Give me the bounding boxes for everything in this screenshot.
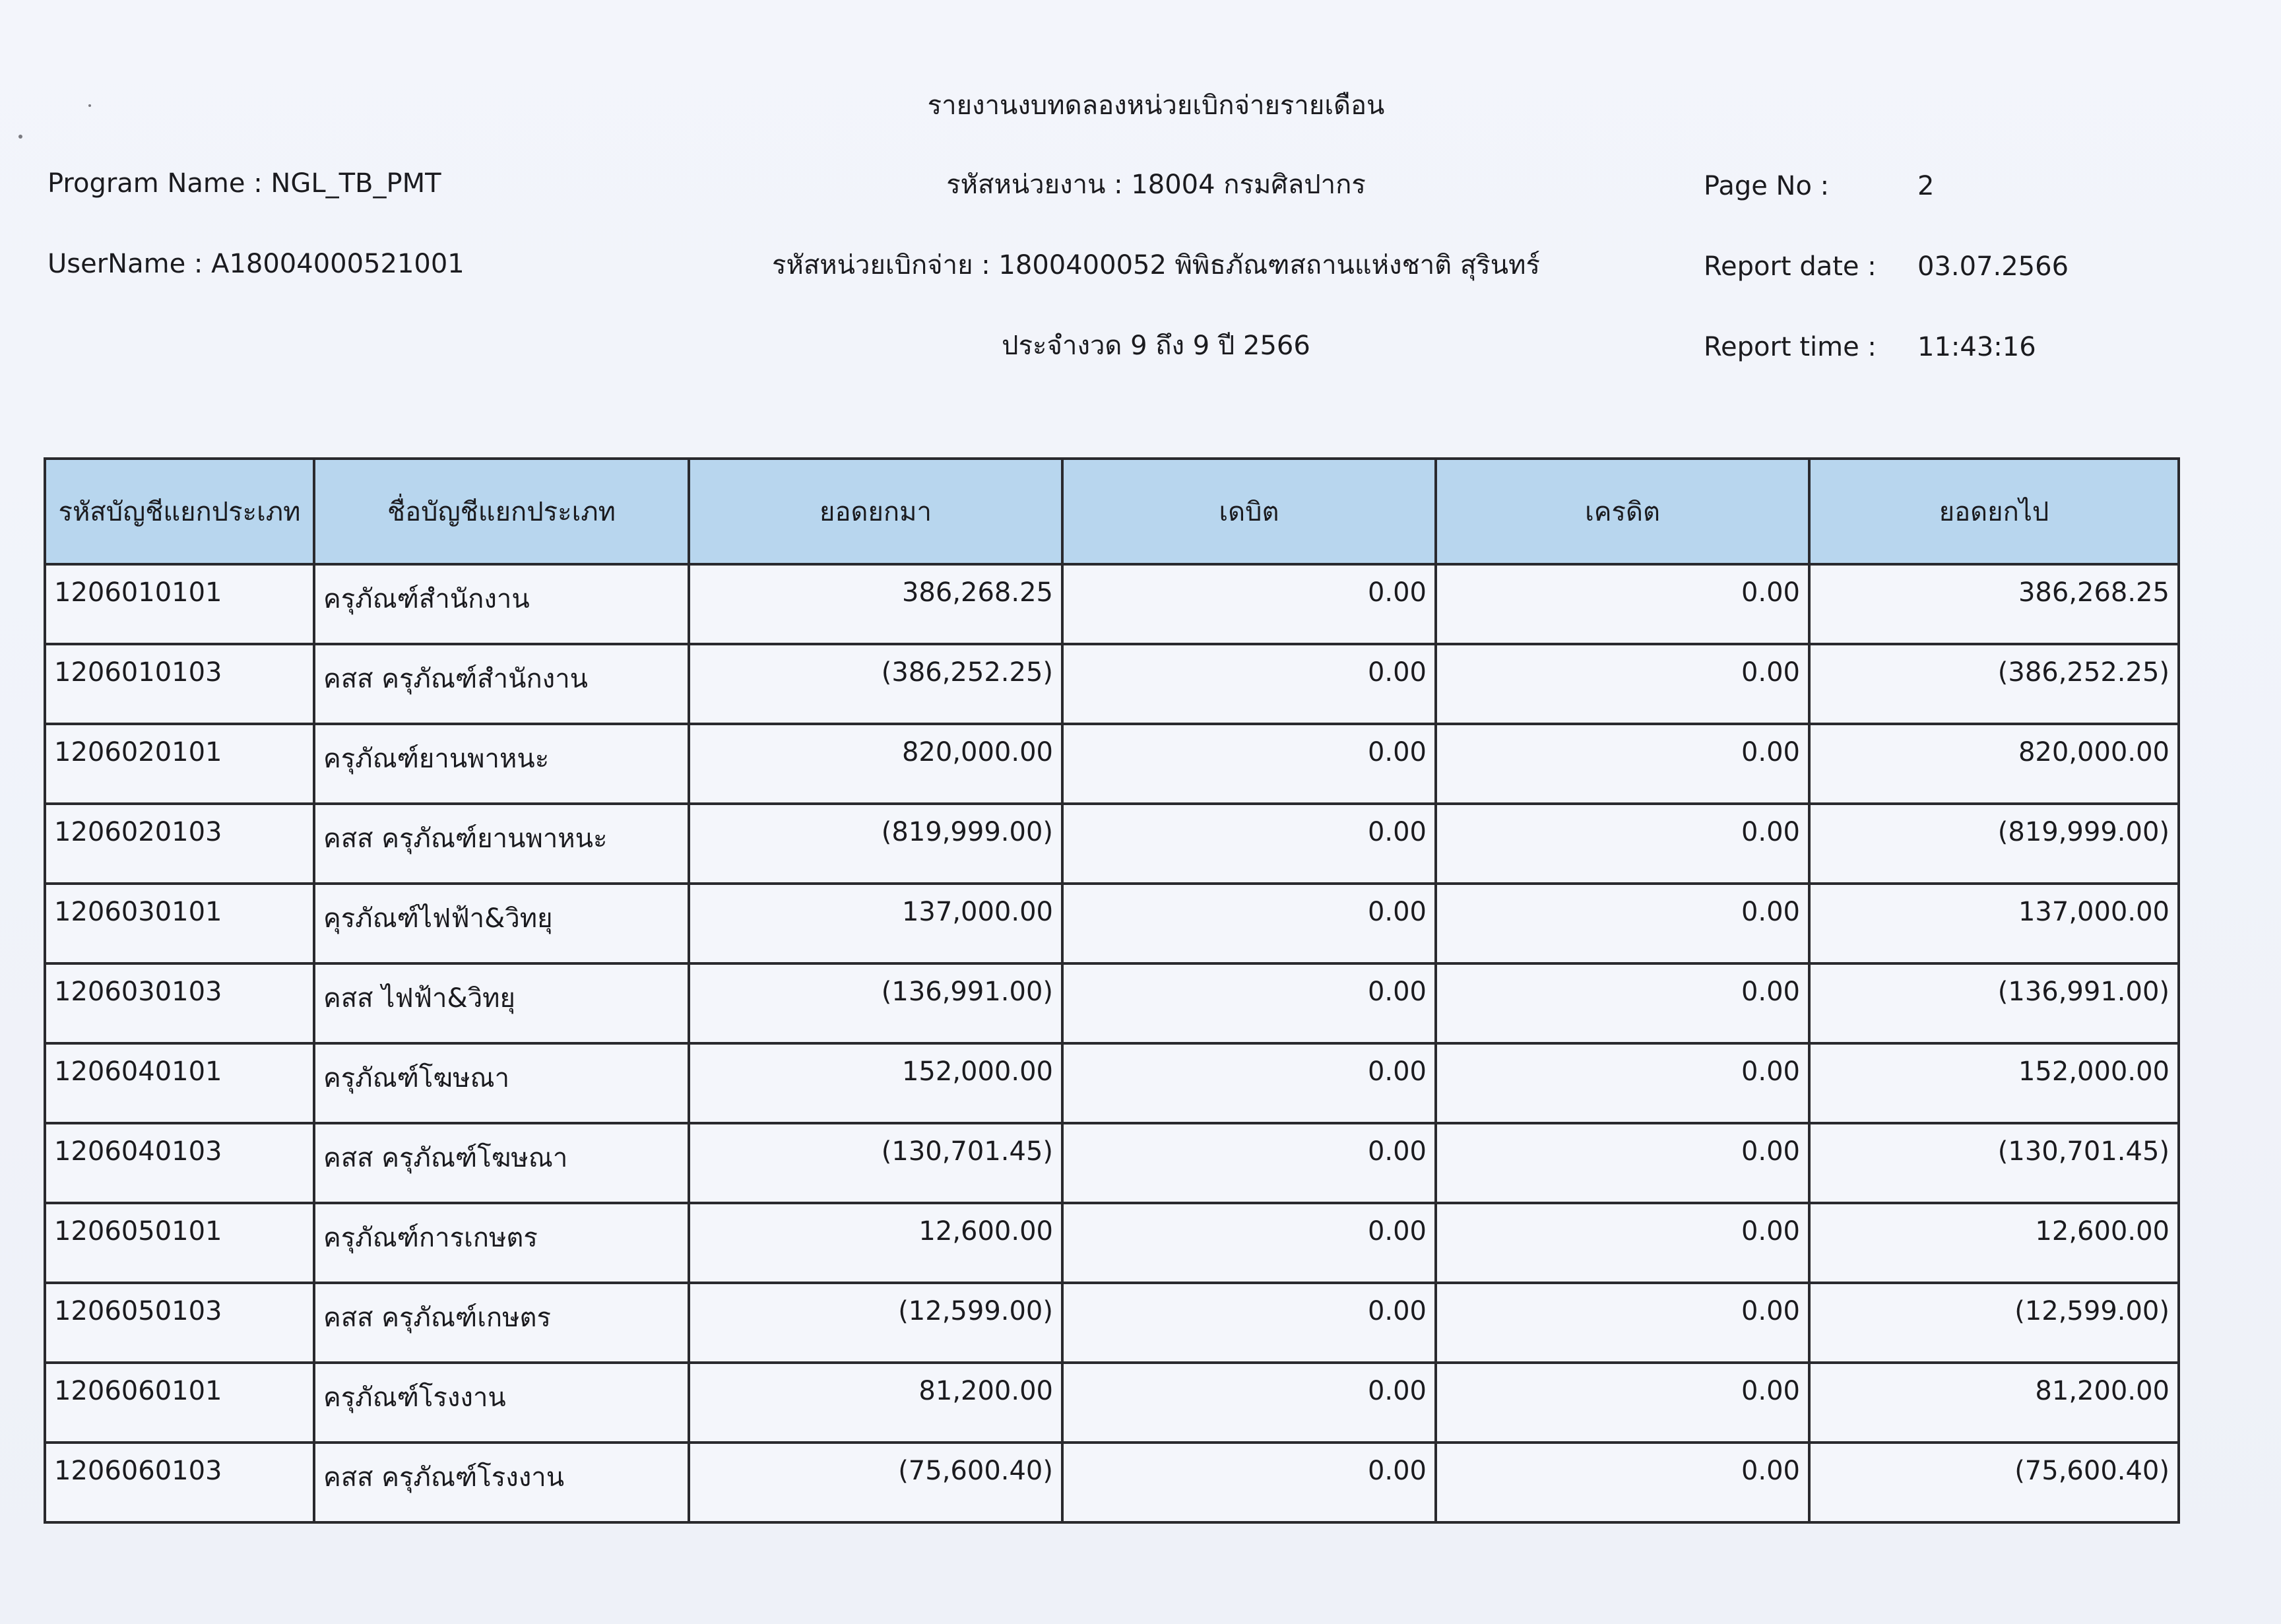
brought-forward-cell: (12,599.00): [689, 1283, 1062, 1363]
account-code-cell: 1206020101: [45, 724, 314, 804]
account-name-cell: คสส ครุภัณฑ์โรงงาน: [314, 1443, 689, 1522]
table-row: [45, 1363, 2179, 1443]
debit-cell: 0.00: [1062, 1123, 1436, 1203]
table-row: [45, 1123, 2179, 1203]
credit-cell: 0.00: [1436, 724, 1809, 804]
brought-forward-cell: (75,600.40): [689, 1443, 1062, 1522]
table-row: [45, 564, 2179, 644]
carried-forward-cell: (819,999.00): [1809, 804, 2179, 884]
col-header-account-name: ชื่อบัญชีแยกประเภท: [314, 459, 689, 564]
account-name-cell: คสส ครุภัณฑ์เกษตร: [314, 1283, 689, 1363]
table-row: [45, 724, 2179, 804]
account-code-cell: 1206050103: [45, 1283, 314, 1363]
report-time-value: 11:43:16: [1917, 332, 2036, 362]
debit-cell: 0.00: [1062, 884, 1436, 963]
program-name: Program Name : NGL_TB_PMT: [48, 168, 441, 199]
account-code-cell: 1206030101: [45, 884, 314, 963]
table-row: [45, 1283, 2179, 1363]
brought-forward-cell: (130,701.45): [689, 1123, 1062, 1203]
scan-speck: [88, 104, 91, 107]
debit-cell: 0.00: [1062, 724, 1436, 804]
carried-forward-cell: 820,000.00: [1809, 724, 2179, 804]
debit-cell: 0.00: [1062, 564, 1436, 644]
report-date-label: Report date :: [1704, 251, 1877, 282]
account-name-cell: ครุภัณฑ์โรงงาน: [314, 1363, 689, 1443]
report-time-label: Report time :: [1704, 332, 1877, 362]
table-header-row: [45, 459, 2179, 564]
brought-forward-cell: 152,000.00: [689, 1043, 1062, 1123]
brought-forward-cell: 12,600.00: [689, 1203, 1062, 1283]
credit-cell: 0.00: [1436, 564, 1809, 644]
carried-forward-cell: 12,600.00: [1809, 1203, 2179, 1283]
account-name-cell: คสส ครุภัณฑ์สำนักงาน: [314, 644, 689, 724]
credit-cell: 0.00: [1436, 1363, 1809, 1443]
account-code-cell: 1206010103: [45, 644, 314, 724]
carried-forward-cell: (136,991.00): [1809, 963, 2179, 1043]
table-row: [45, 644, 2179, 724]
page-no-label: Page No :: [1704, 171, 1830, 201]
account-name-cell: คสส ครุภัณฑ์โฆษณา: [314, 1123, 689, 1203]
debit-cell: 0.00: [1062, 804, 1436, 884]
account-code-cell: 1206010101: [45, 564, 314, 644]
debit-cell: 0.00: [1062, 644, 1436, 724]
table-row: [45, 963, 2179, 1043]
credit-cell: 0.00: [1436, 804, 1809, 884]
account-code-cell: 1206050101: [45, 1203, 314, 1283]
disbursement-unit: รหัสหน่วยเบิกจ่าย : 1800400052 พิพิธภัณฑสถานแห่งชาติ สุรินทร์: [772, 250, 1540, 280]
table-row: [45, 1443, 2179, 1522]
account-code-cell: 1206040103: [45, 1123, 314, 1203]
table-row: [45, 804, 2179, 884]
brought-forward-cell: 137,000.00: [689, 884, 1062, 963]
credit-cell: 0.00: [1436, 1043, 1809, 1123]
debit-cell: 0.00: [1062, 1043, 1436, 1123]
account-name-cell: ครุภัณฑ์ยานพาหนะ: [314, 724, 689, 804]
brought-forward-cell: 820,000.00: [689, 724, 1062, 804]
carried-forward-cell: (75,600.40): [1809, 1443, 2179, 1522]
debit-cell: 0.00: [1062, 1363, 1436, 1443]
account-name-cell: คุรภัณฑ์ไฟฟ้า&วิทยุ: [314, 884, 689, 963]
table-row: [45, 1203, 2179, 1283]
credit-cell: 0.00: [1436, 644, 1809, 724]
account-code-cell: 1206030103: [45, 963, 314, 1043]
credit-cell: 0.00: [1436, 1203, 1809, 1283]
credit-cell: 0.00: [1436, 1123, 1809, 1203]
brought-forward-cell: 386,268.25: [689, 564, 1062, 644]
brought-forward-cell: (819,999.00): [689, 804, 1062, 884]
credit-cell: 0.00: [1436, 884, 1809, 963]
table-row: [45, 1043, 2179, 1123]
carried-forward-cell: (386,252.25): [1809, 644, 2179, 724]
report-date-value: 03.07.2566: [1917, 251, 2069, 282]
debit-cell: 0.00: [1062, 1283, 1436, 1363]
trial-balance-table: [44, 457, 2180, 1524]
page-no-value: 2: [1917, 171, 1935, 201]
account-name-cell: คสส ไฟฟ้า&วิทยุ: [314, 963, 689, 1043]
department-code: รหัสหน่วยงาน : 18004 กรมศิลปากร: [946, 170, 1366, 200]
col-header-account-code: รหัสบัญชีแยกประเภท: [45, 459, 314, 564]
user-name: UserName : A18004000521001: [48, 249, 465, 279]
account-code-cell: 1206020103: [45, 804, 314, 884]
account-name-cell: ครุภัณฑ์สำนักงาน: [314, 564, 689, 644]
carried-forward-cell: 386,268.25: [1809, 564, 2179, 644]
credit-cell: 0.00: [1436, 1283, 1809, 1363]
col-header-brought-forward: ยอดยกมา: [689, 459, 1062, 564]
col-header-credit: เครดิต: [1436, 459, 1809, 564]
col-header-carried-forward: ยอดยกไป: [1809, 459, 2179, 564]
account-code-cell: 1206040101: [45, 1043, 314, 1123]
table-row: [45, 884, 2179, 963]
brought-forward-cell: (386,252.25): [689, 644, 1062, 724]
carried-forward-cell: 81,200.00: [1809, 1363, 2179, 1443]
credit-cell: 0.00: [1436, 1443, 1809, 1522]
account-name-cell: ครุภัณฑ์การเกษตร: [314, 1203, 689, 1283]
carried-forward-cell: (12,599.00): [1809, 1283, 2179, 1363]
report-period: ประจำงวด 9 ถึง 9 ปี 2566: [1002, 331, 1310, 361]
scan-speck: [18, 135, 22, 139]
carried-forward-cell: 152,000.00: [1809, 1043, 2179, 1123]
account-name-cell: คสส ครุภัณฑ์ยานพาหนะ: [314, 804, 689, 884]
brought-forward-cell: (136,991.00): [689, 963, 1062, 1043]
brought-forward-cell: 81,200.00: [689, 1363, 1062, 1443]
credit-cell: 0.00: [1436, 963, 1809, 1043]
debit-cell: 0.00: [1062, 1203, 1436, 1283]
carried-forward-cell: 137,000.00: [1809, 884, 2179, 963]
report-title: รายงานงบทดลองหน่วยเบิกจ่ายรายเดือน: [927, 90, 1385, 121]
account-code-cell: 1206060101: [45, 1363, 314, 1443]
debit-cell: 0.00: [1062, 1443, 1436, 1522]
col-header-debit: เดบิต: [1062, 459, 1436, 564]
debit-cell: 0.00: [1062, 963, 1436, 1043]
account-name-cell: ครุภัณฑ์โฆษณา: [314, 1043, 689, 1123]
carried-forward-cell: (130,701.45): [1809, 1123, 2179, 1203]
account-code-cell: 1206060103: [45, 1443, 314, 1522]
